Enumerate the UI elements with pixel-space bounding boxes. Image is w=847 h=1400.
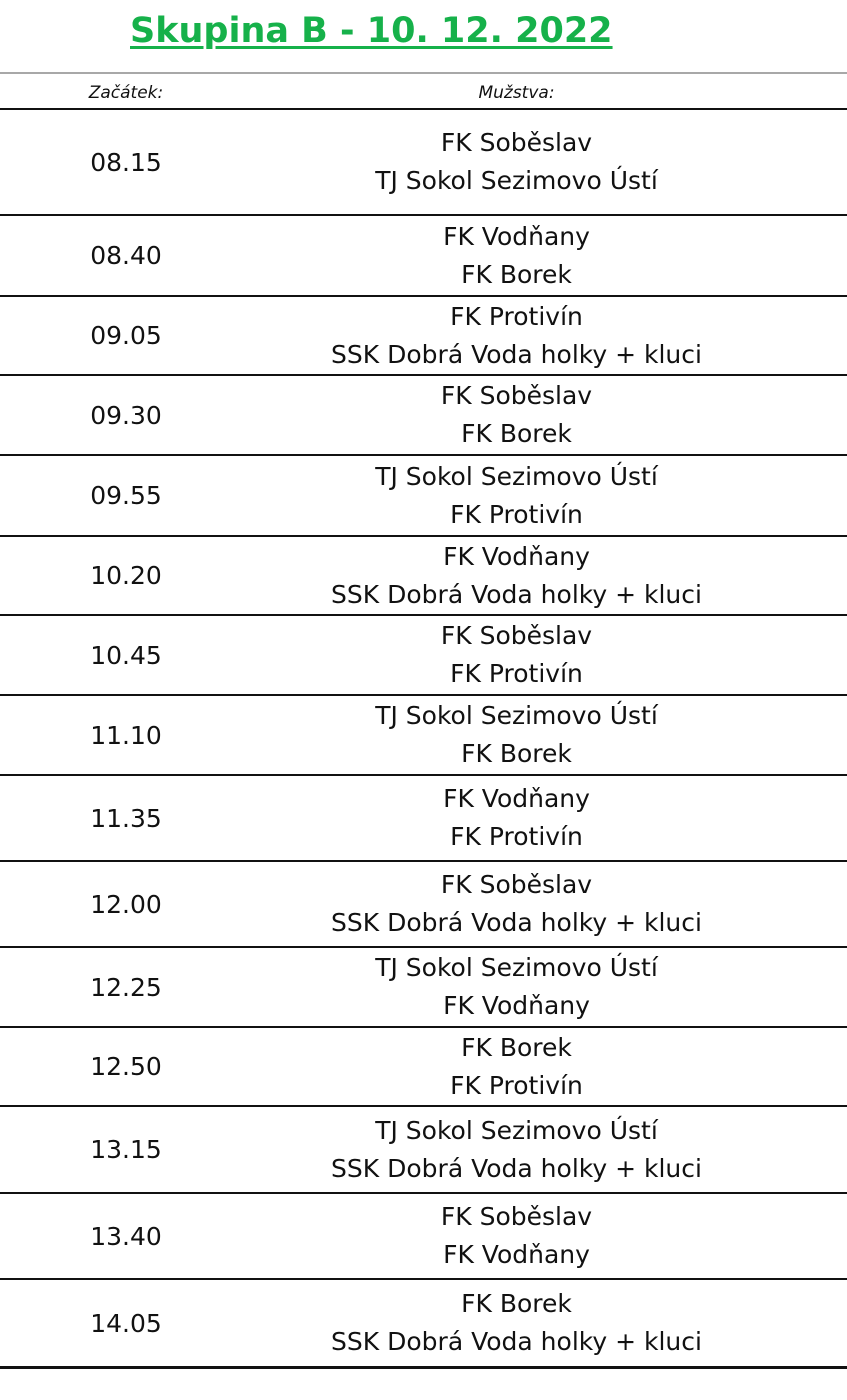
table-row bbox=[0, 110, 847, 216]
table-row bbox=[0, 616, 847, 696]
match-teams bbox=[186, 110, 847, 214]
away-team: SSK Dobrá Voda holky + kluci bbox=[331, 339, 702, 369]
away-team: FK Borek bbox=[461, 259, 572, 289]
home-team: TJ Sokol Sezimovo Ústí bbox=[375, 701, 658, 730]
table-row bbox=[0, 376, 847, 456]
home-team: TJ Sokol Sezimovo Ústí bbox=[375, 1115, 658, 1145]
away-team: SSK Dobrá Voda holky + kluci bbox=[331, 579, 702, 609]
table-row bbox=[0, 537, 847, 616]
match-teams bbox=[186, 456, 847, 535]
match-teams bbox=[186, 216, 847, 295]
table-row bbox=[0, 948, 847, 1028]
home-team: FK Soběslav bbox=[440, 1202, 593, 1231]
away-team: SSK Dobrá Voda holky + kluci bbox=[331, 1153, 702, 1183]
match-teams bbox=[186, 776, 847, 860]
match-teams bbox=[186, 1280, 847, 1366]
table-row bbox=[0, 1028, 847, 1107]
table-row bbox=[0, 1107, 847, 1194]
home-team: FK Borek bbox=[461, 1289, 572, 1318]
match-teams bbox=[186, 1107, 847, 1192]
match-time: 11.35 bbox=[90, 803, 162, 833]
match-time: 09.05 bbox=[90, 321, 162, 350]
table-row bbox=[0, 696, 847, 776]
match-time: 08.15 bbox=[90, 147, 162, 177]
away-team: FK Protivín bbox=[450, 822, 583, 851]
match-teams bbox=[186, 616, 847, 694]
match-time: 12.25 bbox=[90, 972, 162, 1002]
away-team: FK Protivín bbox=[450, 659, 583, 688]
match-time: 12.50 bbox=[90, 1052, 162, 1081]
table-row bbox=[0, 1280, 847, 1369]
home-team: FK Borek bbox=[461, 1032, 572, 1062]
match-time: 10.45 bbox=[90, 640, 162, 670]
away-team: FK Borek bbox=[461, 419, 572, 448]
away-team: FK Borek bbox=[461, 739, 572, 768]
match-time: 13.15 bbox=[90, 1135, 162, 1164]
match-table bbox=[0, 110, 847, 1369]
away-team: SSK Dobrá Voda holky + kluci bbox=[331, 908, 702, 937]
header-teams: Mužstva: bbox=[478, 83, 555, 103]
match-time: 10.20 bbox=[90, 561, 162, 590]
match-time: 11.10 bbox=[90, 720, 162, 750]
match-time: 12.00 bbox=[90, 889, 162, 919]
match-teams bbox=[186, 297, 847, 374]
match-time: 09.30 bbox=[90, 400, 162, 430]
away-team: FK Vodňany bbox=[443, 991, 590, 1020]
away-team: FK Protivín bbox=[450, 1070, 583, 1100]
home-team: FK Vodňany bbox=[443, 221, 590, 251]
home-team: FK Soběslav bbox=[440, 381, 593, 410]
match-teams bbox=[186, 1194, 847, 1278]
page-title: Skupina B - 10. 12. 2022 bbox=[130, 11, 613, 51]
home-team: FK Soběslav bbox=[440, 870, 593, 899]
home-team: TJ Sokol Sezimovo Ústí bbox=[375, 461, 658, 491]
match-time: 13.40 bbox=[90, 1221, 162, 1251]
table-row bbox=[0, 297, 847, 376]
table-row bbox=[0, 456, 847, 537]
away-team: SSK Dobrá Voda holky + kluci bbox=[331, 1327, 702, 1356]
match-time: 08.40 bbox=[90, 241, 162, 270]
table-row bbox=[0, 862, 847, 948]
match-teams bbox=[186, 376, 847, 454]
home-team: FK Vodňany bbox=[443, 784, 590, 813]
home-team: FK Protivín bbox=[450, 301, 583, 331]
match-time: 14.05 bbox=[90, 1308, 162, 1338]
match-teams bbox=[186, 948, 847, 1026]
table-row bbox=[0, 1194, 847, 1280]
match-time: 09.55 bbox=[90, 481, 162, 510]
away-team: FK Vodňany bbox=[443, 1240, 590, 1269]
header-time: Začátek: bbox=[88, 83, 164, 103]
home-team: TJ Sokol Sezimovo Ústí bbox=[375, 953, 658, 982]
home-team: FK Soběslav bbox=[440, 621, 593, 650]
match-teams bbox=[186, 696, 847, 774]
away-team: FK Protivín bbox=[450, 499, 583, 529]
match-teams bbox=[186, 537, 847, 614]
match-teams bbox=[186, 1028, 847, 1105]
title-divider bbox=[0, 72, 847, 74]
table-row bbox=[0, 776, 847, 862]
home-team: FK Soběslav bbox=[440, 128, 593, 157]
home-team: FK Vodňany bbox=[443, 541, 590, 571]
table-row bbox=[0, 216, 847, 297]
away-team: TJ Sokol Sezimovo Ústí bbox=[375, 166, 658, 195]
match-teams bbox=[186, 862, 847, 946]
